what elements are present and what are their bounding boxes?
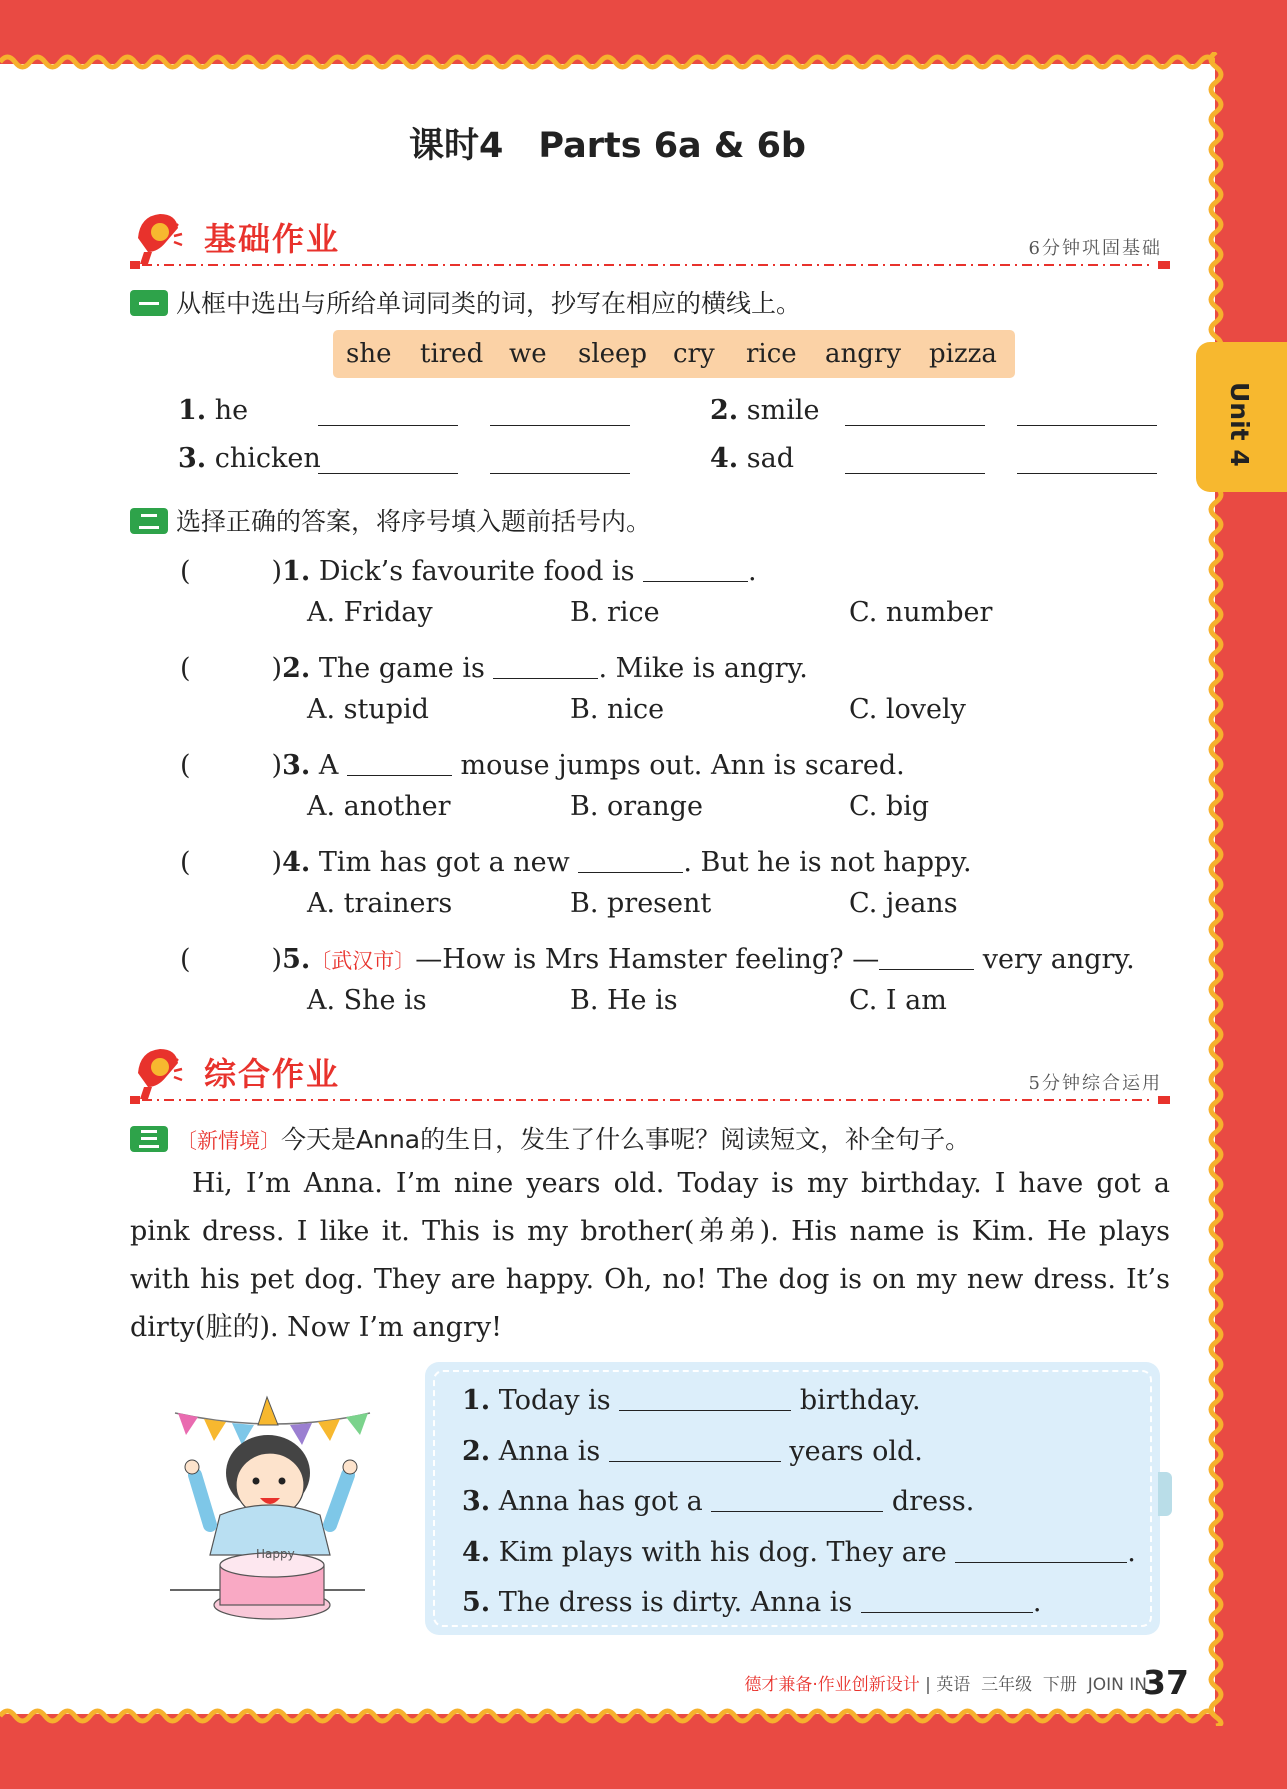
mc-question: ( )5.〔武汉市〕—How is Mrs Hamster feeling? — very angry.: [180, 944, 1135, 975]
fill-blank: [347, 753, 452, 776]
right-wave-border: [1206, 52, 1226, 1726]
answer-blank[interactable]: [845, 425, 985, 426]
mc-question: ( )3. A mouse jumps out. Ann is scared.: [180, 750, 905, 781]
option-c: C. number: [849, 597, 993, 628]
option-c: C. jeans: [849, 888, 958, 919]
fill-sentence: 2. Anna is years old.: [462, 1436, 923, 1467]
fill-blank: [493, 656, 598, 679]
section-comprehensive-homework: [130, 1043, 1170, 1103]
option-b: B. rice: [570, 597, 660, 628]
mc-question: ( )1. Dick’s favourite food is .: [180, 556, 757, 587]
option-a: A. another: [307, 791, 451, 822]
word-box-word: sleep: [578, 339, 648, 369]
fill-sentence: 5. The dress is dirty. Anna is .: [462, 1587, 1042, 1618]
answer-blank[interactable]: [1017, 473, 1157, 474]
answer-blank[interactable]: [318, 473, 458, 474]
word-box-word: pizza: [929, 339, 997, 369]
fill-sentence: 1. Today is birthday.: [462, 1385, 921, 1416]
answer-blank[interactable]: [490, 425, 630, 426]
question-2-heading: 选择正确的答案，将序号填入题前括号内。: [130, 502, 651, 538]
option-a: A. trainers: [307, 888, 453, 919]
word-box-word: she: [346, 339, 392, 369]
mc-question: ( )2. The game is . Mike is angry.: [180, 653, 808, 684]
section-subtitle: 5分钟综合运用: [1028, 1073, 1162, 1094]
fill-blank[interactable]: [861, 1590, 1033, 1613]
page-title: 课时4 Parts 6a & 6b: [409, 126, 806, 166]
fill-blank[interactable]: [955, 1540, 1127, 1563]
question-number-one-icon: [130, 290, 168, 316]
cake-label: Happy: [256, 1547, 295, 1561]
question-1-heading: 从框中选出与所给单词同类的词，抄写在相应的横线上。: [130, 284, 801, 320]
word-box-word: cry: [673, 339, 715, 369]
option-b: B. nice: [570, 694, 665, 725]
option-a: A. Friday: [307, 597, 433, 628]
answer-bracket[interactable]: ( ): [180, 847, 283, 878]
fill-blank[interactable]: [711, 1489, 883, 1512]
footer-subject: 英语: [936, 1675, 971, 1695]
option-b: B. orange: [570, 791, 703, 822]
section-subtitle: 6分钟巩固基础: [1028, 238, 1162, 259]
answer-blank[interactable]: [1017, 425, 1157, 426]
question-number-two-icon: [130, 508, 168, 534]
option-b: B. present: [570, 888, 712, 919]
word-box-word: we: [509, 339, 547, 369]
footer-brand: 德才兼备·作业创新设计: [744, 1675, 920, 1695]
option-b: B. He is: [570, 985, 678, 1016]
megaphone-icon: [130, 208, 188, 266]
option-c: C. I am: [849, 985, 947, 1016]
option-a: A. She is: [307, 985, 427, 1016]
dashed-divider: [130, 1095, 1170, 1105]
footer-edition: JOIN IN: [1087, 1675, 1147, 1695]
footer-separator: |: [925, 1675, 931, 1695]
word-box-word: angry: [825, 339, 902, 369]
q1-item-2: 2. smile: [710, 395, 820, 426]
q1-item-3: 3. chicken: [178, 443, 321, 474]
word-box-word: rice: [746, 339, 797, 369]
word-box-word: tired: [420, 339, 484, 369]
footer-term: 下册: [1042, 1675, 1077, 1695]
fill-blank: [879, 947, 974, 970]
answer-bracket[interactable]: ( ): [180, 944, 283, 975]
top-wave-border: [0, 52, 1215, 72]
q1-item-4: 4. sad: [710, 443, 795, 474]
section-title: 综合作业: [204, 1055, 341, 1093]
answer-bracket[interactable]: ( ): [180, 653, 283, 684]
region-tag: 〔武汉市〕: [310, 949, 416, 973]
birthday-girl-illustration: [170, 1395, 380, 1635]
unit-tab-label: Unit 4: [1225, 382, 1254, 467]
bottom-wave-border: [0, 1706, 1215, 1726]
fill-sentence: 4. Kim plays with his dog. They are .: [462, 1537, 1136, 1568]
option-c: C. lovely: [849, 694, 966, 725]
answer-bracket[interactable]: ( ): [180, 750, 283, 781]
word-box: [333, 330, 1015, 378]
option-c: C. big: [849, 791, 930, 822]
answer-blank[interactable]: [318, 425, 458, 426]
answer-blank[interactable]: [490, 473, 630, 474]
fill-blank[interactable]: [609, 1439, 781, 1462]
fill-blank[interactable]: [619, 1388, 791, 1411]
answer-blank[interactable]: [845, 473, 985, 474]
page-footer: [744, 1670, 1147, 1695]
option-a: A. stupid: [307, 694, 429, 725]
reading-passage: Hi, I’m Anna. I’m nine years old. Today is my birthday. I have got a pink dress. I like it. This is my brother(弟弟). His name is Kim. He plays with his pet dog. They are happy. Oh, no! The dog is on my new dress. It’s dirty(脏的). Now I’m angry!: [130, 1168, 1170, 1343]
fill-blank: [643, 559, 748, 582]
section-title: 基础作业: [204, 220, 341, 258]
question-number-three-icon: [130, 1126, 168, 1152]
dashed-divider: [130, 260, 1170, 270]
fill-blank: [578, 850, 683, 873]
section-basic-homework: [130, 208, 1170, 268]
megaphone-icon: [130, 1043, 188, 1101]
unit-tab[interactable]: [1196, 342, 1287, 492]
footer-grade: 三年级: [981, 1675, 1033, 1695]
question-3-heading: 〔新情境〕今天是Anna的生日，发生了什么事呢？阅读短文，补全句子。: [130, 1120, 970, 1156]
new-context-tag: 〔新情境〕: [176, 1129, 281, 1153]
fill-sentence: 3. Anna has got a dress.: [462, 1486, 975, 1517]
mc-question: ( )4. Tim has got a new . But he is not happy.: [180, 847, 972, 878]
q1-item-1: 1. he: [178, 395, 249, 426]
page-number: 37: [1143, 1663, 1189, 1702]
answer-bracket[interactable]: ( ): [180, 556, 283, 587]
